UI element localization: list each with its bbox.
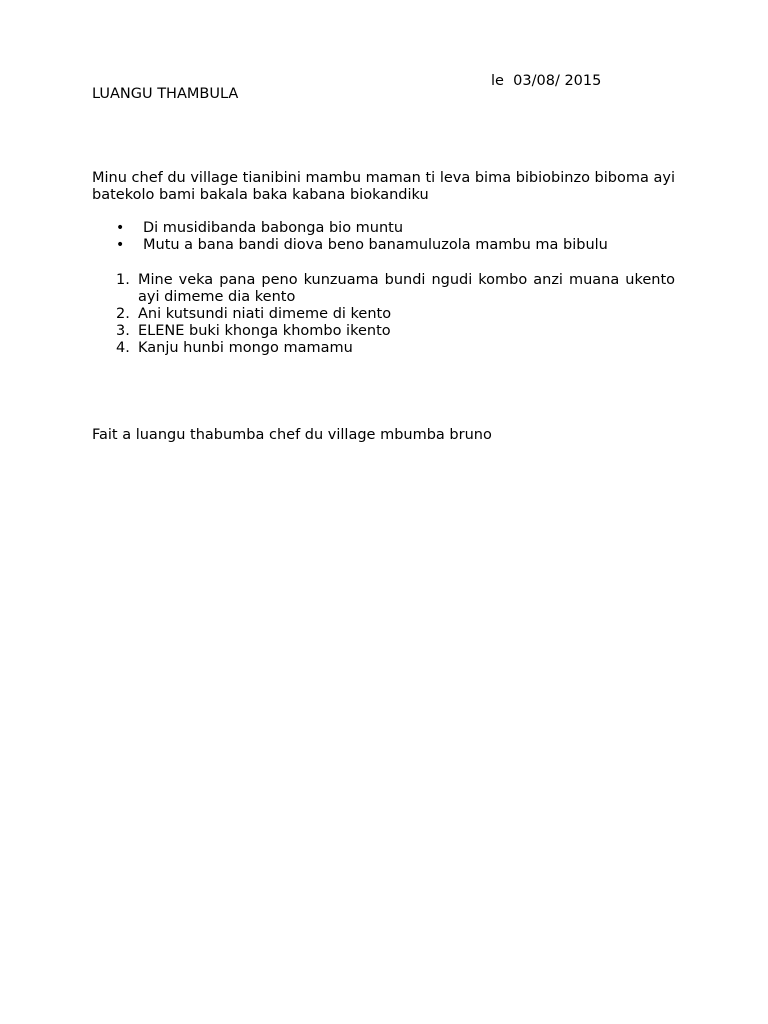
bullet-text: Mutu a bana bandi diova beno banamuluzola mambu ma bibulu [143,237,608,253]
list-item [92,272,675,306]
bullet-dot-icon: • [116,220,125,236]
item-number: 2. [116,306,130,322]
list-item [92,306,675,323]
letter-place: LUANGU THAMBULA [92,86,239,102]
item-text: Ani kutsundi niati dimeme di kento [138,306,392,322]
closing-signature-line: Fait a luangu thabumba chef du village mbumba bruno [92,427,492,443]
list-item [92,323,675,340]
letter-date: le 03/08/ 2015 [491,73,602,89]
list-item [92,340,675,357]
item-number: 4. [116,340,130,356]
item-text: ELENE buki khonga khombo ikento [138,323,391,339]
item-number: 1. [116,272,130,288]
bullet-list [92,220,675,254]
item-text: Kanju hunbi mongo mamamu [138,340,353,356]
item-text: Mine veka pana peno kunzuama bundi ngudi kombo anzi muana ukento ayi dimeme dia kento [138,272,675,305]
bullet-text: Di musidibanda babonga bio muntu [143,220,404,236]
list-item [92,220,675,237]
bullet-dot-icon: • [116,237,125,253]
item-number: 3. [116,323,130,339]
intro-paragraph: Minu chef du village tianibini mambu maman ti leva bima bibiobinzo biboma ayi batekolo bami bakala baka kabana biokandiku [92,170,675,203]
list-item [92,237,675,254]
numbered-list [92,272,675,357]
